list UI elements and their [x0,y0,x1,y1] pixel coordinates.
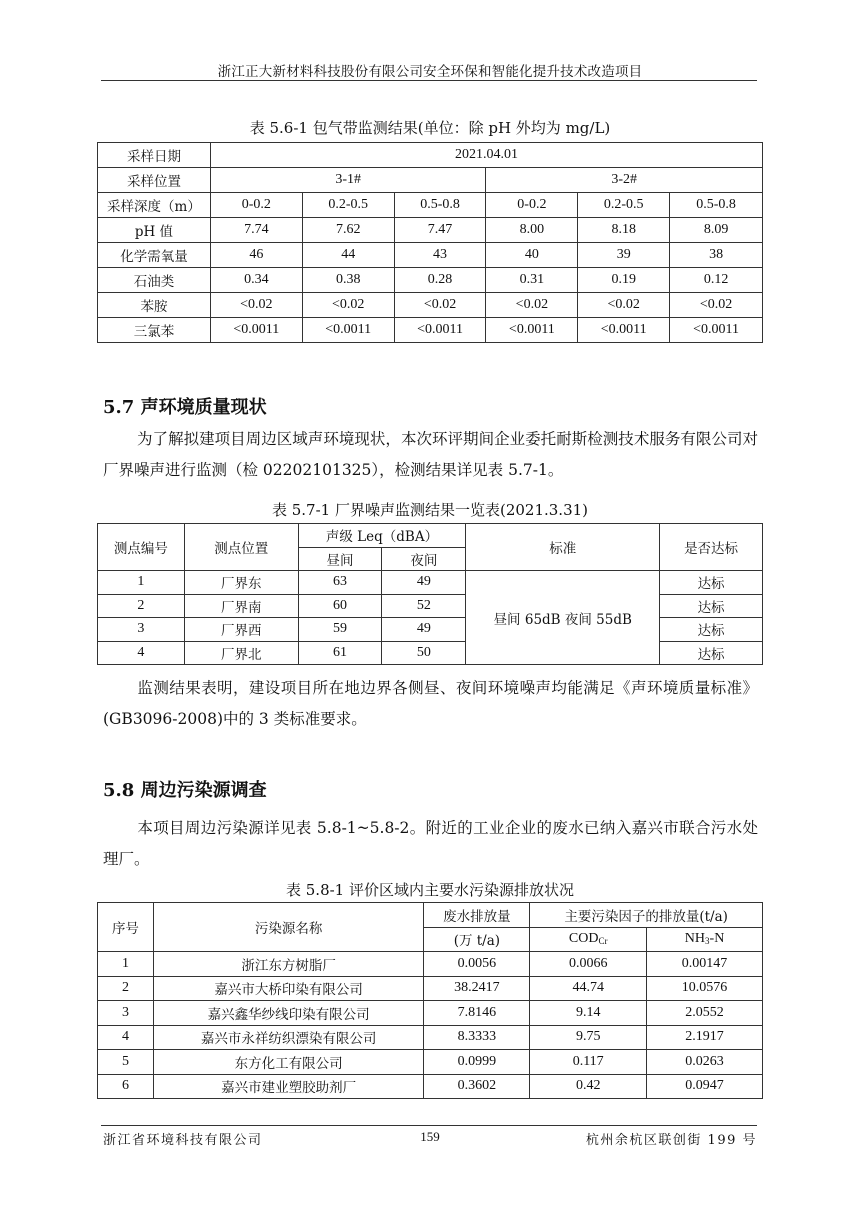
value-cell: <0.0011 [578,318,670,343]
wastewater-cell: 38.2417 [424,976,530,1001]
value-cell: <0.0011 [670,318,763,343]
header-compliant: 是否达标 [660,524,763,571]
footer-company: 浙江省环境科技有限公司 [103,1133,263,1148]
table-row [98,641,763,665]
row-label: pH 值 [98,218,211,243]
value-cell: 43 [394,243,486,268]
nh3-suffix: -N [709,931,725,947]
header-location: 测点位置 [184,524,298,571]
source-name: 嘉兴市永祥纺织漂染有限公司 [153,1025,424,1050]
header-level: 声级 Leq（dBA） [298,524,466,548]
cod-subscript: Cr [598,936,608,947]
paragraph [103,813,758,875]
wastewater-cell: 8.3333 [424,1025,530,1050]
source-name: 嘉兴市大桥印染有限公司 [153,976,424,1001]
wastewater-cell: 0.0056 [424,952,530,977]
value-cell: 38 [670,243,763,268]
seq-cell: 5 [98,1050,154,1075]
header-source-name: 污染源名称 [153,903,424,952]
value-cell: 0.28 [394,268,486,293]
value-cell: 8.00 [486,218,578,243]
row-label: 石油类 [98,268,211,293]
table-5-7-1-caption: 表 5.7-1 厂界噪声监测结果一览表(2021.3.31) [271,501,589,519]
table-row [98,618,763,642]
table-row [98,193,763,218]
source-name: 嘉兴鑫华纱线印染有限公司 [153,1001,424,1026]
header-day: 昼间 [298,547,382,571]
depth-cell: 0-0.2 [210,193,302,218]
cod-label: COD [568,931,599,947]
value-cell: 0.38 [302,268,394,293]
table-header-row [98,903,763,928]
header-nh3n [647,927,763,952]
depth-cell: 0.5-0.8 [670,193,763,218]
value-cell: <0.02 [670,293,763,318]
value-cell: 7.47 [394,218,486,243]
seq-cell: 4 [98,1025,154,1050]
nh3-label: NH [684,931,706,947]
table-row [98,268,763,293]
seq-cell: 1 [98,952,154,977]
value-cell: <0.02 [394,293,486,318]
value-cell: 40 [486,243,578,268]
value-cell: <0.0011 [302,318,394,343]
row-label: 采样日期 [98,143,211,168]
table-row [98,952,763,977]
value-cell: <0.02 [210,293,302,318]
wastewater-cell: 0.3602 [424,1074,530,1099]
table-5-8-1 [97,902,763,1099]
value-cell: 46 [210,243,302,268]
night-level: 49 [382,571,466,595]
header-night: 夜间 [382,547,466,571]
header-pollutants: 主要污染因子的排放量(t/a) [530,903,763,928]
value-cell: <0.02 [578,293,670,318]
table-row [98,143,763,168]
day-level: 61 [298,641,382,665]
nh3n-cell: 0.0947 [647,1074,763,1099]
value-cell: 7.74 [210,218,302,243]
value-cell: 39 [578,243,670,268]
row-label: 采样深度（m） [98,193,211,218]
cod-cell: 0.117 [530,1050,647,1075]
table-row [98,1025,763,1050]
nh3n-cell: 10.0576 [647,976,763,1001]
row-label: 化学需氧量 [98,243,211,268]
value-cell: 0.31 [486,268,578,293]
nh3n-cell: 2.1917 [647,1025,763,1050]
section-heading-5-7: 5.7 声环境质量现状 [103,397,267,418]
value-cell: <0.02 [302,293,394,318]
night-level: 52 [382,594,466,618]
footer-address: 杭州余杭区联创街 199 号 [585,1133,757,1148]
cod-cell: 9.14 [530,1001,647,1026]
header-standard: 标准 [466,524,660,571]
value-cell: 0.34 [210,268,302,293]
seq-cell: 3 [98,1001,154,1026]
value-cell: 0.12 [670,268,763,293]
table-row [98,1050,763,1075]
value-cell: <0.0011 [210,318,302,343]
value-cell: <0.0011 [394,318,486,343]
nh3n-cell: 2.0552 [647,1001,763,1026]
cod-cell: 0.0066 [530,952,647,977]
page-number: 159 [420,1129,440,1144]
table-row [98,243,763,268]
location-cell: 3-2# [486,168,763,193]
running-header-title: 浙江正大新材料科技股份有限公司安全环保和智能化提升技术改造项目 [217,64,643,80]
header-rule [101,80,757,81]
row-label: 苯胺 [98,293,211,318]
sample-date: 2021.04.01 [210,143,762,168]
nh3n-cell: 0.00147 [647,952,763,977]
day-level: 60 [298,594,382,618]
table-header-row [98,524,763,548]
point-location: 厂界西 [184,618,298,642]
value-cell: <0.02 [486,293,578,318]
source-name: 浙江东方树脂厂 [153,952,424,977]
compliant-status: 达标 [660,641,763,665]
header-seq: 序号 [98,903,154,952]
nh3-subscript: 3 [705,936,710,947]
depth-cell: 0-0.2 [486,193,578,218]
paragraph [103,424,758,486]
header-cod [530,927,647,952]
value-cell: 0.19 [578,268,670,293]
table-5-8-1-caption: 表 5.8-1 评价区域内主要水污染源排放状况 [285,881,574,899]
value-cell: 44 [302,243,394,268]
header-point-no: 测点编号 [98,524,185,571]
table-row [98,976,763,1001]
table-row [98,218,763,243]
paragraph-text: 监测结果表明，建设项目所在地边界各侧昼、夜间环境噪声均能满足《声环境质量标准》(GB3096-2008)中的 3 类标准要求。 [103,679,758,728]
value-cell: <0.0011 [486,318,578,343]
compliant-status: 达标 [660,571,763,595]
table-row [98,571,763,595]
paragraph [103,673,758,735]
point-no: 2 [98,594,185,618]
value-cell: 7.62 [302,218,394,243]
row-label: 三氯苯 [98,318,211,343]
cod-cell: 9.75 [530,1025,647,1050]
location-cell: 3-1# [210,168,486,193]
footer-rule [101,1125,757,1126]
standard-value: 昼间 65dB 夜间 55dB [466,571,660,665]
night-level: 50 [382,641,466,665]
value-cell: 8.18 [578,218,670,243]
point-location: 厂界南 [184,594,298,618]
day-level: 63 [298,571,382,595]
header-wastewater: 废水排放量 [424,903,530,928]
cod-cell: 44.74 [530,976,647,1001]
depth-cell: 0.2-0.5 [302,193,394,218]
seq-cell: 6 [98,1074,154,1099]
compliant-status: 达标 [660,594,763,618]
table-row [98,168,763,193]
value-cell: 8.09 [670,218,763,243]
table-row [98,318,763,343]
seq-cell: 2 [98,976,154,1001]
depth-cell: 0.5-0.8 [394,193,486,218]
row-label: 采样位置 [98,168,211,193]
point-no: 4 [98,641,185,665]
wastewater-cell: 0.0999 [424,1050,530,1075]
point-no: 1 [98,571,185,595]
source-name: 东方化工有限公司 [153,1050,424,1075]
day-level: 59 [298,618,382,642]
table-5-6-1-caption: 表 5.6-1 包气带监测结果(单位：除 pH 外均为 mg/L) [249,119,611,137]
point-location: 厂界东 [184,571,298,595]
table-row [98,1001,763,1026]
section-heading-5-8: 5.8 周边污染源调查 [103,780,267,801]
wastewater-cell: 7.8146 [424,1001,530,1026]
paragraph-text: 本项目周边污染源详见表 5.8-1~5.8-2。附近的工业企业的废水已纳入嘉兴市联合污水处理厂。 [103,819,758,868]
table-row [98,1074,763,1099]
table-row [98,293,763,318]
table-5-6-1 [97,142,763,343]
table-5-7-1 [97,523,763,665]
point-no: 3 [98,618,185,642]
nh3n-cell: 0.0263 [647,1050,763,1075]
table-row [98,594,763,618]
depth-cell: 0.2-0.5 [578,193,670,218]
header-wastewater-unit: (万 t/a) [424,927,530,952]
cod-cell: 0.42 [530,1074,647,1099]
point-location: 厂界北 [184,641,298,665]
compliant-status: 达标 [660,618,763,642]
source-name: 嘉兴市建业塑胶助剂厂 [153,1074,424,1099]
paragraph-text: 为了解拟建项目周边区域声环境现状，本次环评期间企业委托耐斯检测技术服务有限公司对厂界噪声进行监测（检 02202101325），检测结果详见表 5.7-1。 [103,430,758,479]
night-level: 49 [382,618,466,642]
